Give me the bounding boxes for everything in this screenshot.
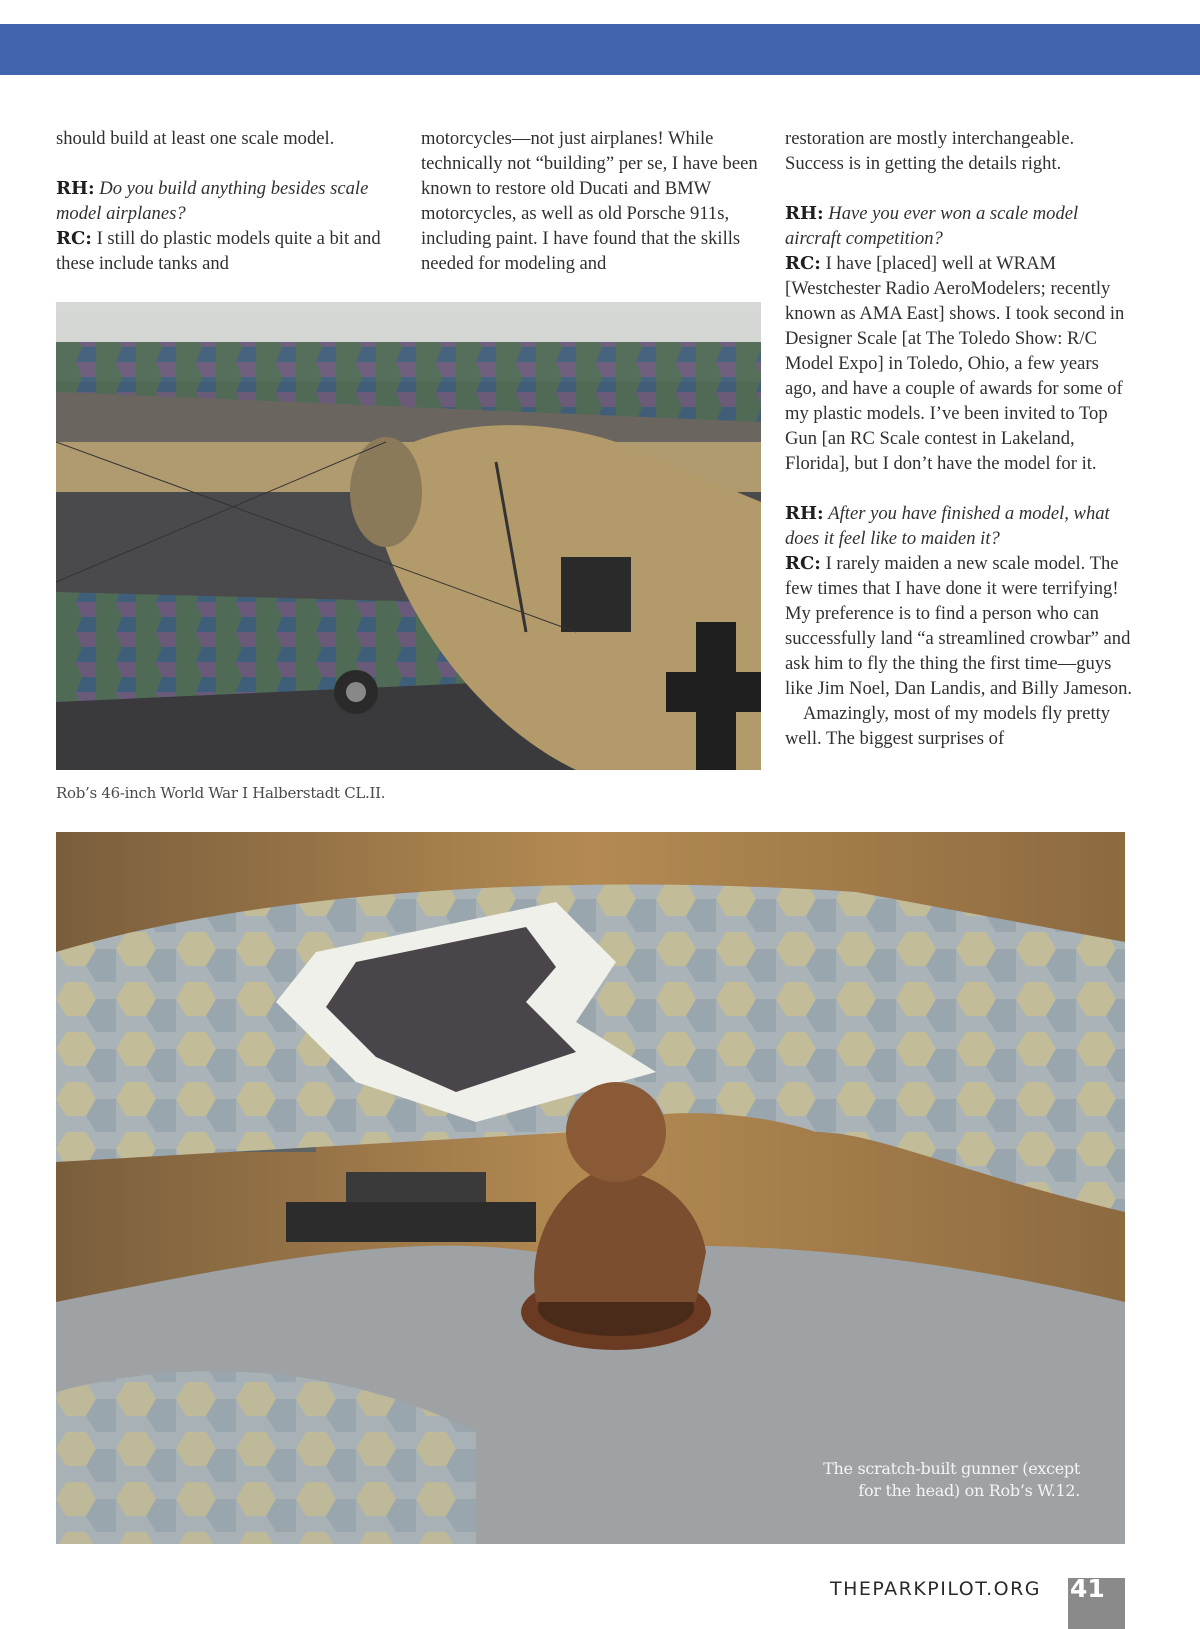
question-text: Have you ever won a scale model aircraft competition? [785,203,1079,249]
paragraph: restoration are mostly interchangeable. Success is in getting the details right. [785,128,1075,174]
footer-website: THEPARKPILOT.ORG [830,1578,1041,1600]
paragraph: should build at least one scale model. [56,128,335,149]
question [785,201,1133,251]
photo-caption: Rob’s 46-inch World War I Halberstadt CL.II. [56,784,386,802]
question [785,501,1133,551]
answer [785,551,1133,701]
text-column-2 [421,126,761,276]
answer [56,226,386,276]
speaker-label-rh: RH: [785,503,824,524]
photo-caption [780,1458,1080,1502]
speaker-label-rh: RH: [785,203,824,224]
speaker-label-rc: RC: [785,553,821,574]
gunner-photo [56,832,1125,1544]
caption-line: for the head) on Rob’s W.12. [858,1481,1080,1500]
caption-line: The scratch-built gunner (except [823,1459,1080,1478]
paragraph: motorcycles—not just airplanes! While technically not “building” per se, I have been known to restore old Ducati and BMW motorcycles, as well as old Porsche 911s, including paint. I have found that the skills needed for modeling and [421,128,758,274]
text-column-3 [785,126,1133,751]
page-number: 41 [1070,1574,1105,1603]
halberstadt-photo [56,302,761,770]
answer-text: I still do plastic models quite a bit and these include tanks and [56,228,381,274]
answer-text: I rarely maiden a new scale model. The few times that I have done it were terrifying! My preference is to find a person who can successfully land “a streamlined crowbar” and ask him to fly the thing the first time—guys like Jim Noel, Dan Landis, and Billy Jameson. [785,553,1133,699]
answer [785,251,1133,476]
answer-text: I have [placed] well at WRAM [Westchester Radio AeroModelers; recently known as AMA East] shows. I took second in Designer Scale [at The Toledo Show: R/C Model Expo] in Toledo, Ohio, a few years ago, and have a couple of awards for some of my plastic models. I’ve been invited to Top Gun [an RC Scale contest in Lakeland, Florida], but I don’t have the model for it. [785,253,1125,474]
text-column-1 [56,126,386,276]
question-text: After you have finished a model, what does it feel like to maiden it? [785,503,1110,549]
paragraph: Amazingly, most of my models fly pretty well. The biggest surprises of [785,703,1111,749]
question [56,176,386,226]
speaker-label-rc: RC: [56,228,92,249]
speaker-label-rc: RC: [785,253,821,274]
speaker-label-rh: RH: [56,178,95,199]
header-bar [0,24,1200,75]
question-text: Do you build anything besides scale model airplanes? [56,178,369,224]
